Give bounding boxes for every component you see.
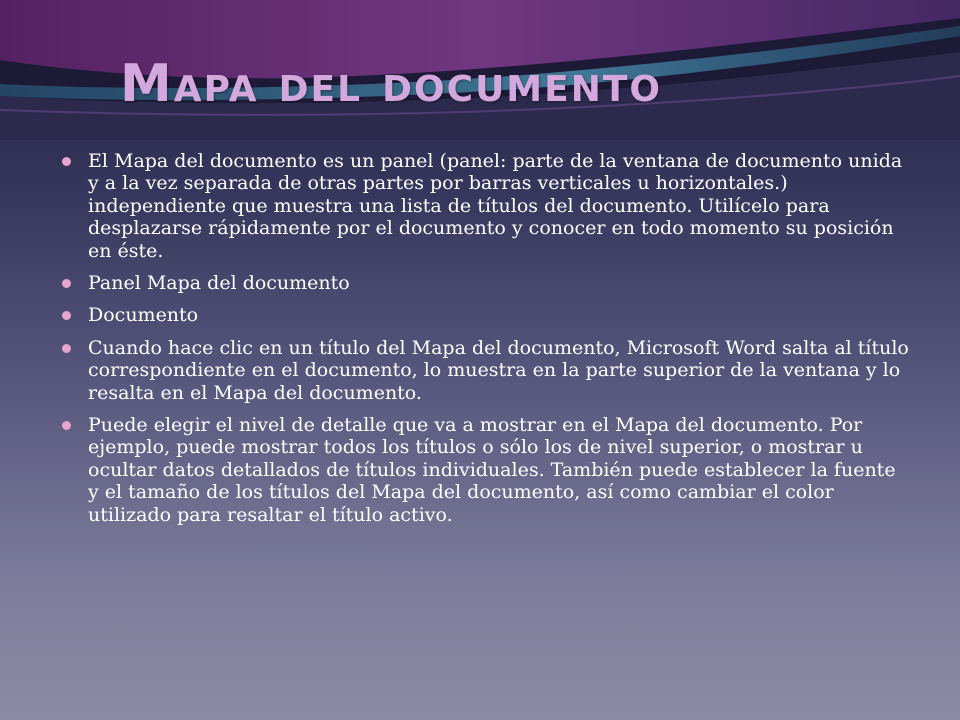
bullet-text: Documento xyxy=(88,304,199,327)
bullet-dot-icon xyxy=(62,157,71,166)
slide-title: Mapa del documento xyxy=(120,54,663,114)
bullet-item xyxy=(62,304,912,326)
bullet-dot-icon xyxy=(62,421,71,430)
bullet-dot-icon xyxy=(62,279,71,288)
bullet-item xyxy=(62,414,912,526)
bullet-item xyxy=(62,337,912,404)
bullet-list xyxy=(62,150,912,536)
bullet-dot-icon xyxy=(62,344,71,353)
bullet-item xyxy=(62,272,912,294)
bullet-text: El Mapa del documento es un panel (panel: parte de la ventana de documento unida y a la vez separada de otras partes por barras verticales u horizontales.) independiente que muestra una lista de títulos del documento. Utilícelo para desplazarse rápidamente por el documento y conocer en todo momento su posición en éste. xyxy=(88,150,903,262)
bullet-item xyxy=(62,150,912,262)
bullet-text: Cuando hace clic en un título del Mapa del documento, Microsoft Word salta al título correspondiente en el documento, lo muestra en la parte superior de la ventana y lo resalta en el Mapa del documento. xyxy=(88,336,909,404)
bullet-dot-icon xyxy=(62,311,71,320)
bullet-text: Panel Mapa del documento xyxy=(88,272,350,295)
bullet-text: Puede elegir el nivel de detalle que va a mostrar en el Mapa del documento. Por ejemplo, puede mostrar todos los títulos o sólo los de nivel superior, o mostrar u ocultar datos detallados de títulos individuales. También puede establecer la fuente y el tamaño de los títulos del Mapa del documento, así como cambiar el color utilizado para resaltar el título activo. xyxy=(88,414,896,526)
